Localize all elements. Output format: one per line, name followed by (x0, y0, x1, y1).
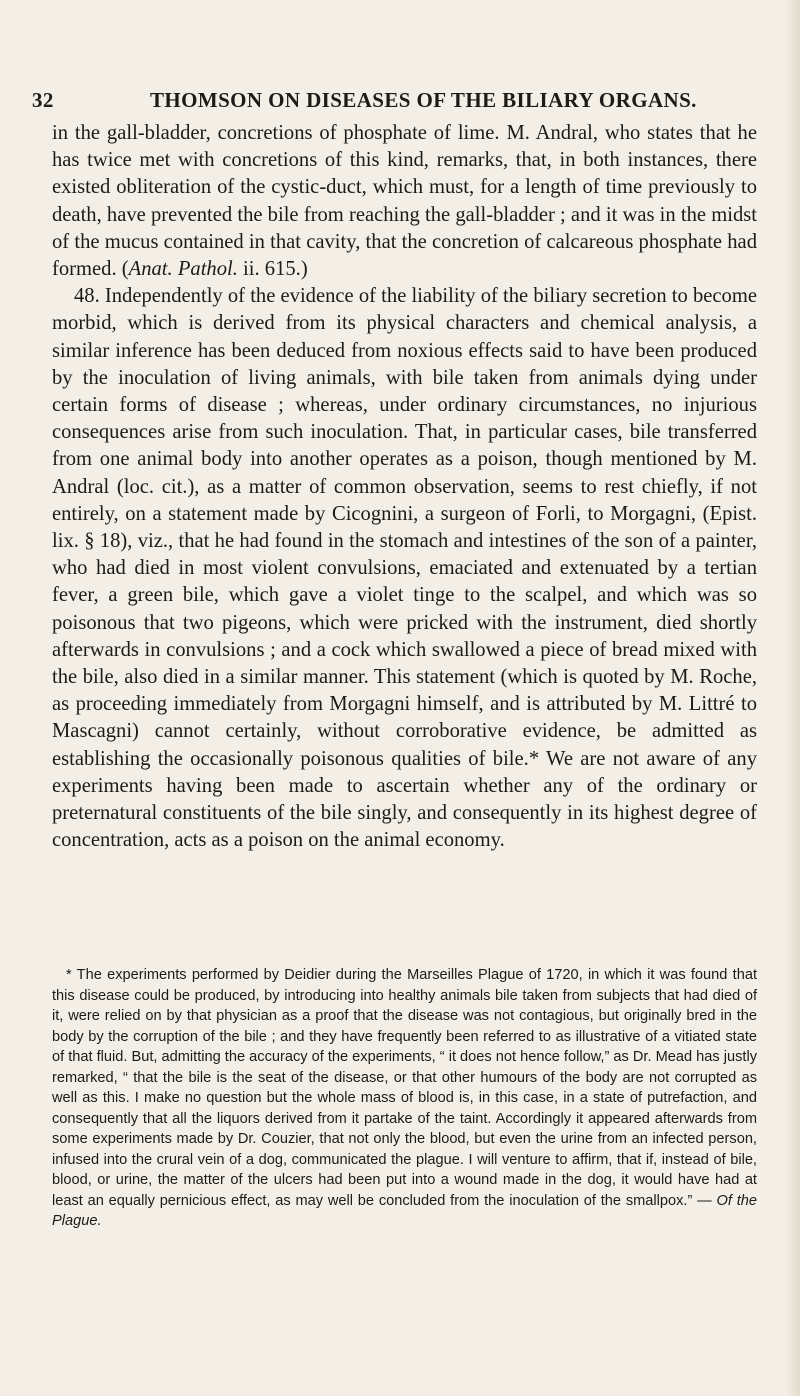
paragraph-text: 48. Independently of the evidence of the liability of the biliary secretion to become morbid, which is derived from its physical characters and chemical analysis, a similar inference has been deduced from noxious effects said to have been produced by the inoculation of living animals, with bile taken from animals dying under certain forms of disease ; whereas, under ordinary circumstances, no injurious consequences arise from such inoculation. That, in particular cases, bile transferred from one animal body into another operates as a poison, though mentioned by M. Andral (loc. cit.), as a matter of common observation, seems to rest chiefly, if not entirely, on a statement made by Cicognini, a surgeon of Forli, to Morgagni, (Epist. lix. § 18), viz., that he had found in the stomach and intestines of the son of a painter, who had died in most violent convulsions, emaciated and extenuated by a tertian fever, a green bile, which gave a violet tinge to the scalpel, and which was so poisonous that two pigeons, which were pricked with the instrument, died shortly afterwards in convulsions ; and a cock which swallowed a piece of bread mixed with the bile, also died in a similar manner. This statement (which is quoted by M. Roche, as proceeding immediately from Morgagni himself, and is attributed by M. Littré to Mascagni) cannot certainly, without corroborative evidence, be admitted as establishing the occasionally poisonous qualities of bile. (52, 285, 757, 770)
page-edge-shadow (786, 0, 800, 1396)
footnote-marker: * (528, 747, 540, 770)
citation: Anat. Pathol. (128, 258, 238, 281)
paragraph-text: We are not aware of any experiments having been made to ascertain whether any of the ordinary or preternatural constituents of the bile singly, and consequently in its highest degree of concentration, acts as a poison on the animal economy. (52, 747, 757, 852)
running-head (32, 88, 752, 118)
paragraph-text: in the gall-bladder, concretions of phosphate of lime. M. Andral, who states that he has twice met with concretions of this kind, remarks, that, in both instances, there existed obliteration of the cystic-duct, which must, for a length of time previously to death, have prevented the bile from reaching the gall-bladder ; and it was in the midst of the mucus contained in that cavity, that the concretion of calcareous phosphate had formed. ( (52, 122, 757, 281)
paragraph-text: ii. 615.) (237, 258, 308, 281)
footnote-text: * The experiments performed by Deidier during the Marseilles Plague of 1720, in which it was found that this disease could be produced, by introducing into healthy animals bile taken from subjects that had died of it, were relied on by that physician as a proof that the disease was not contagious, but originally bred in the body by the corruption of the bile ; and they have frequently been referred to as illustrative of a vitiated state of that fluid. But, admitting the accuracy of the experiments, “ it does not hence follow,” as Dr. Mead has justly remarked, “ that the bile is the seat of the disease, or that other humours of the body are not corrupted as well as this. I make no question but the whole mass of blood is, in this case, in a state of putrefaction, and consequently that all the liquors derived from it partake of the taint. Accordingly it appeared afterwards from some experiments made by Dr. Couzier, that not only the blood, but even the urine from an infected person, infused into the crural vein of a dog, communicated the plague. I will venture to affirm, that if, instead of bile, blood, or urine, the matter of the ulcers had been put into a wound made in the dog, it would have had at least an equally pernicious effect, as may well be concluded from the inoculation of the smallpox.” — (52, 967, 757, 1209)
paragraph-continuation (52, 120, 757, 283)
footnote (52, 965, 757, 1232)
body-text (52, 120, 757, 854)
paragraph-48 (52, 283, 757, 854)
page-number: 32 (32, 88, 54, 112)
footnote-citation: Of the Plague. (52, 1192, 758, 1229)
running-title: THOMSON ON DISEASES OF THE BILIARY ORGANS. (150, 88, 697, 112)
